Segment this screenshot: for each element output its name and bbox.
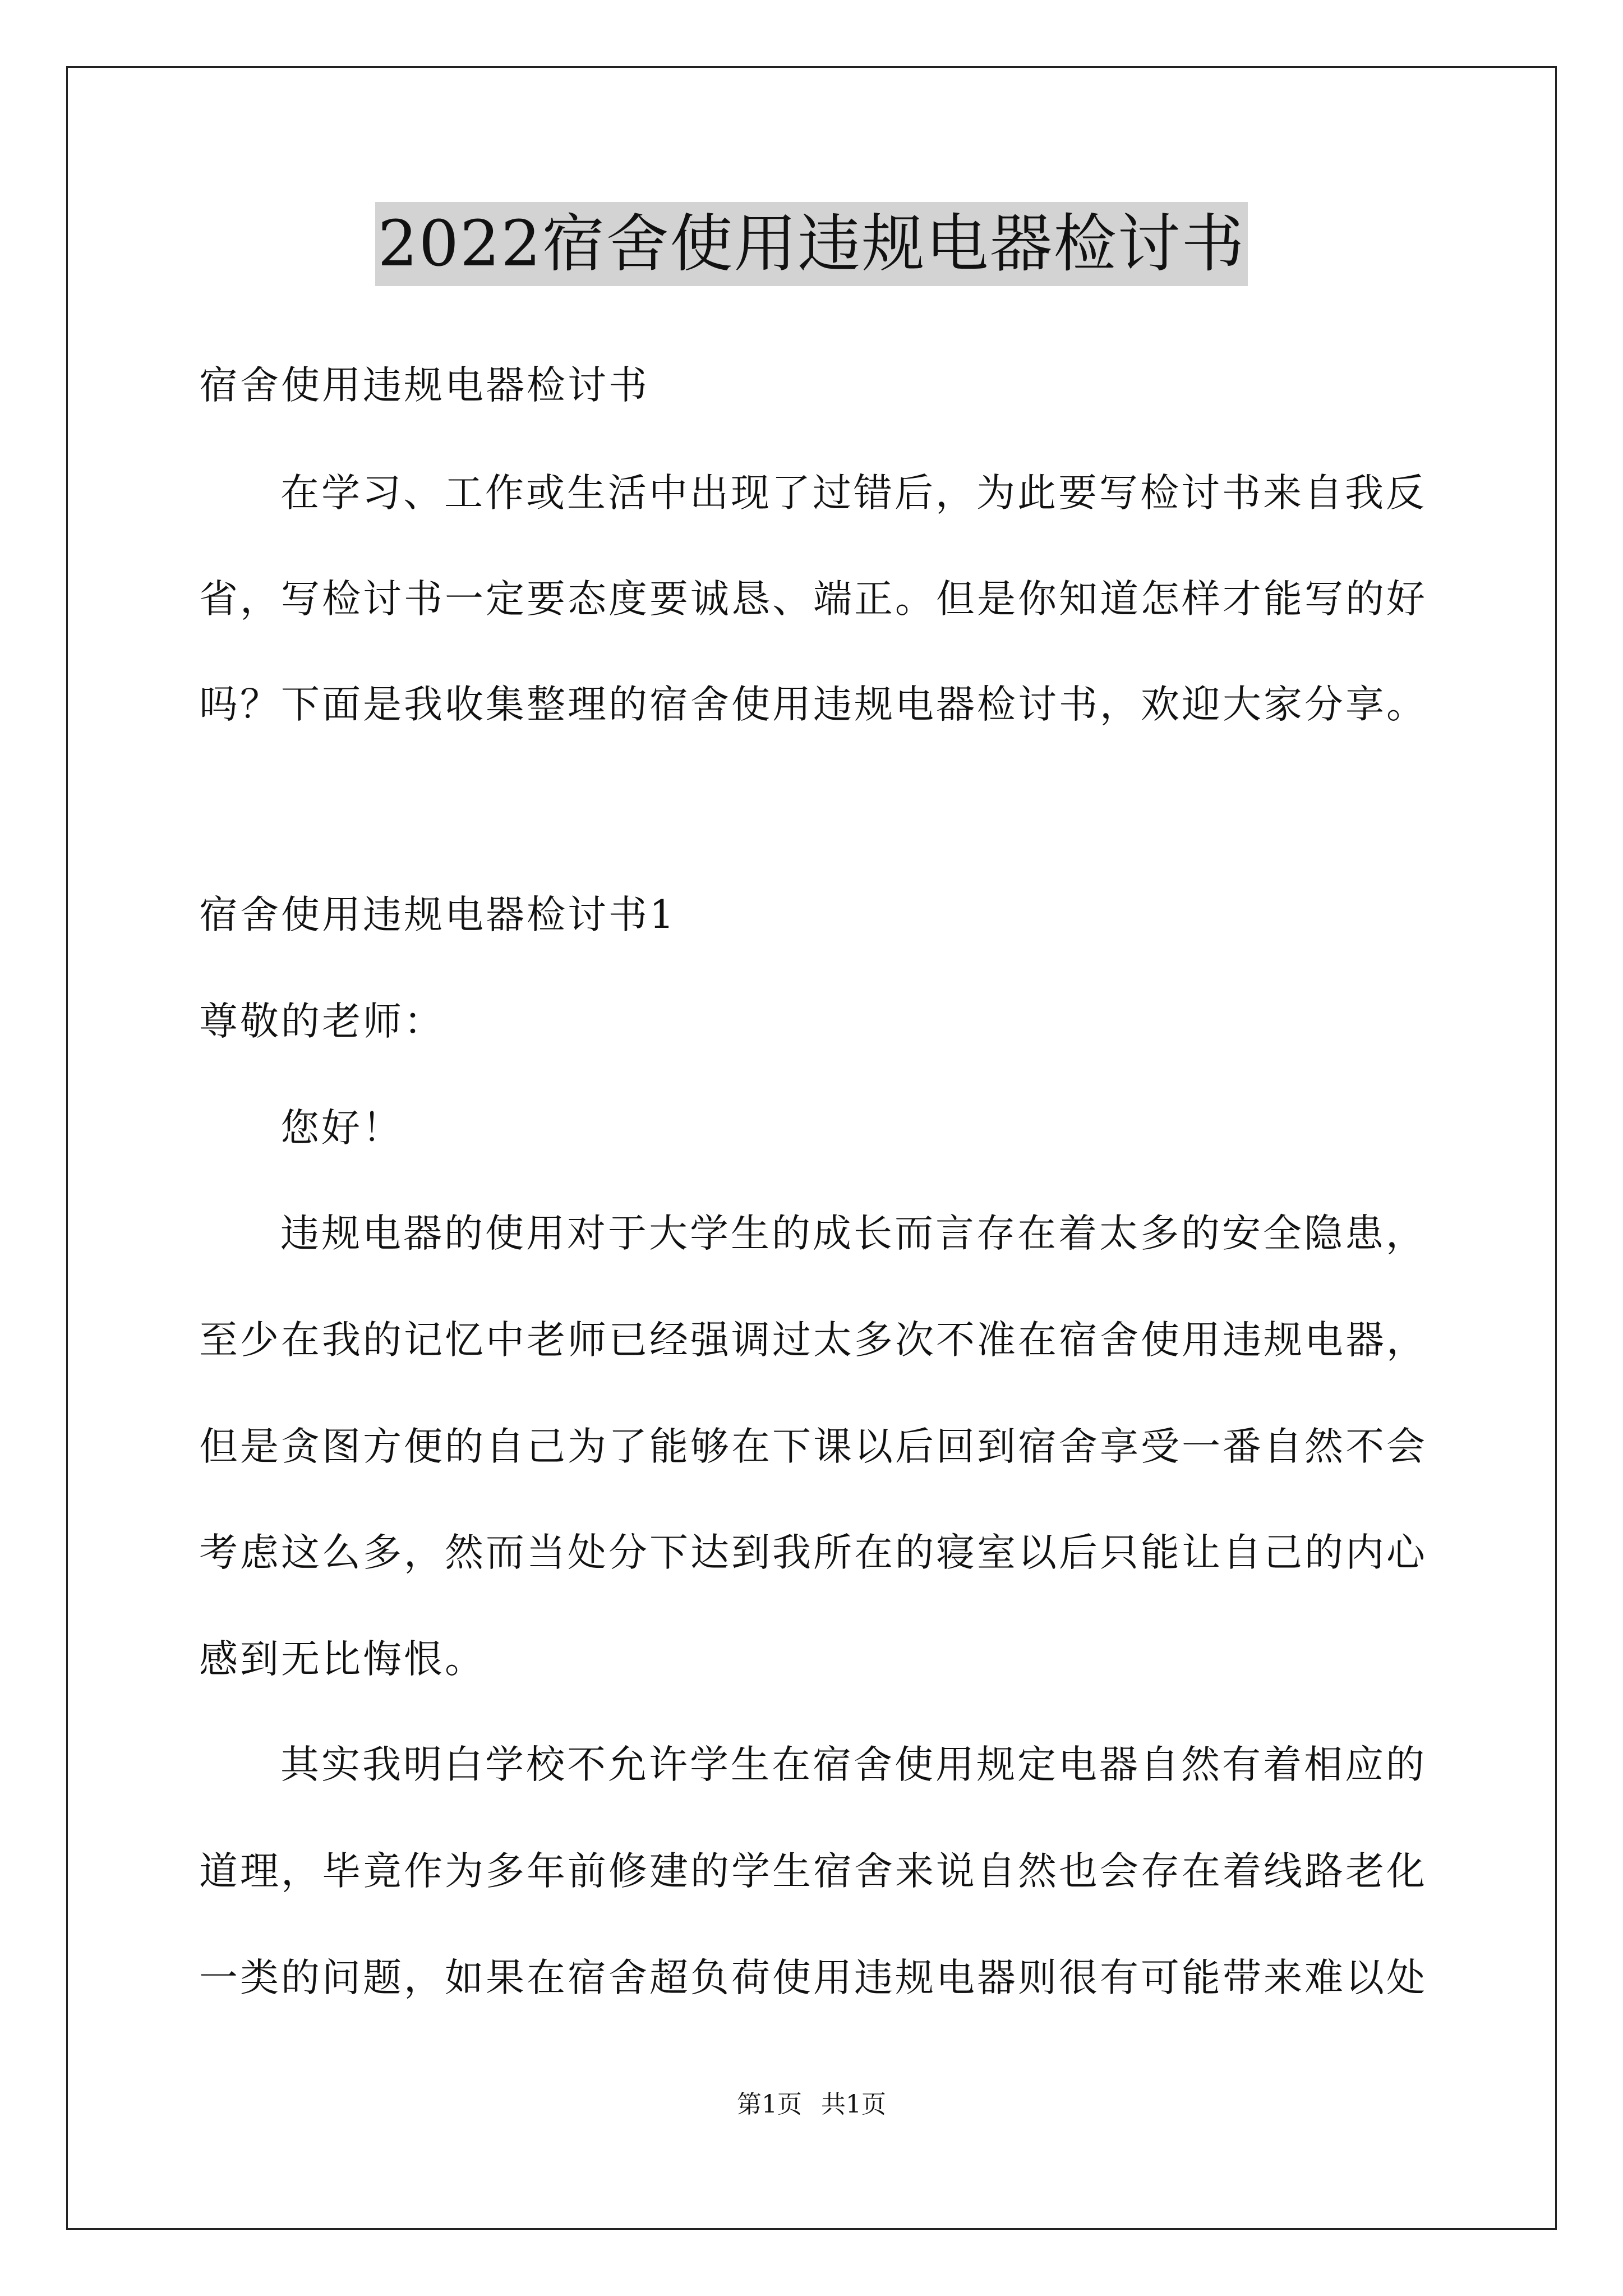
document-title: 2022宿舍使用违规电器检讨书: [375, 202, 1247, 286]
greeting: 您好！: [280, 1106, 403, 1151]
body-line-3: 但是贪图方便的自己为了能够在下课以后回到宿舍享受一番自然不会: [199, 1424, 1427, 1469]
subtitle-line: 宿舍使用违规电器检讨书: [199, 363, 649, 408]
body-line-7: 道理，毕竟作为多年前修建的学生宿舍来说自然也会存在着线路老化: [199, 1849, 1427, 1894]
page-total: 共1页: [821, 2090, 886, 2119]
body-line-2: 至少在我的记忆中老师已经强调过太多次不准在宿舍使用违规电器，: [199, 1318, 1427, 1363]
title-container: [0, 202, 1623, 286]
salutation: 尊敬的老师：: [199, 999, 445, 1044]
body-line-1: 违规电器的使用对于大学生的成长而言存在着太多的安全隐患，: [280, 1211, 1427, 1256]
intro-line-3: 吗？下面是我收集整理的宿舍使用违规电器检讨书，欢迎大家分享。: [199, 682, 1427, 727]
intro-line-2: 省，写检讨书一定要态度要诚恳、端正。但是你知道怎样才能写的好: [199, 577, 1427, 622]
body-line-4: 考虑这么多，然而当处分下达到我所在的寝室以后只能让自己的内心: [199, 1530, 1427, 1575]
page-number: 第1页: [737, 2090, 802, 2119]
page-footer: [0, 2088, 1623, 2122]
body-line-6: 其实我明白学校不允许学生在宿舍使用规定电器自然有着相应的: [280, 1742, 1427, 1787]
body-line-5: 感到无比悔恨。: [199, 1637, 486, 1682]
body-line-8: 一类的问题，如果在宿舍超负荷使用违规电器则很有可能带来难以处: [199, 1955, 1427, 2000]
section-heading-1: 宿舍使用违规电器检讨书1: [199, 892, 676, 937]
intro-line-1: 在学习、工作或生活中出现了过错后，为此要写检讨书来自我反: [280, 471, 1427, 516]
